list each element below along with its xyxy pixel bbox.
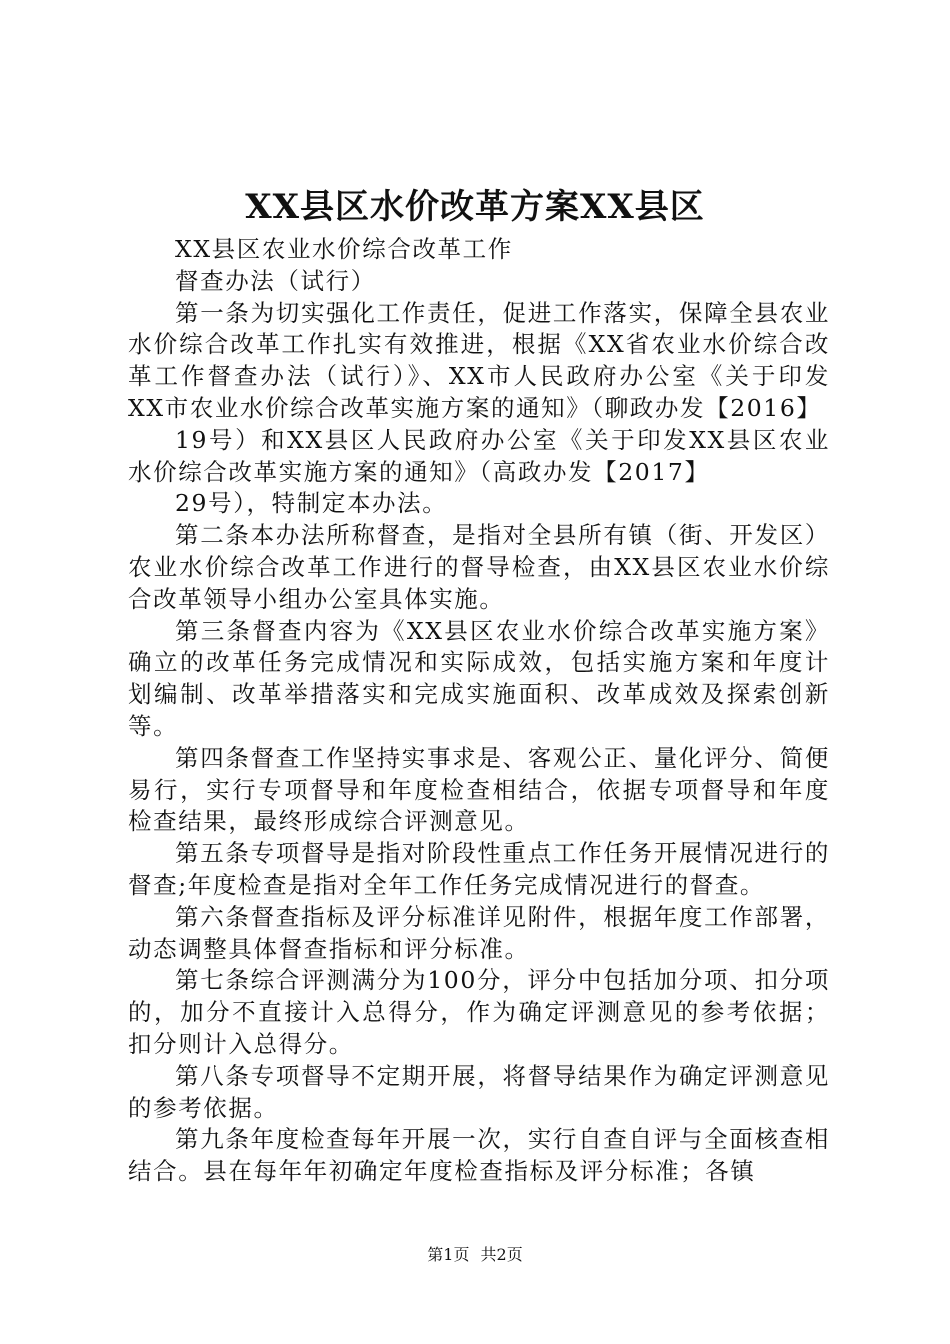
document-body	[128, 234, 830, 1188]
subtitle-line-1: XX县区农业水价综合改革工作	[175, 235, 513, 263]
article-3: 第三条督查内容为《XX县区农业水价综合改革实施方案》确立的改革任务完成情况和实际成效，包括实施方案和年度计划编制、改革举措落实和完成实施面积、改革成效及探索创新等。	[128, 616, 830, 740]
article-1-continued: 19号）和XX县区人民政府办公室《关于印发XX县区农业水价综合改革实施方案的通知》（高政办发【2017】	[128, 425, 830, 486]
article-6: 第六条督查指标及评分标准详见附件，根据年度工作部署，动态调整具体督查指标和评分标准。	[128, 902, 830, 963]
subtitle-line-2: 督查办法（试行）	[175, 266, 376, 295]
article-8: 第八条专项督导不定期开展，将督导结果作为确定评测意见的参考依据。	[128, 1061, 830, 1122]
article-9: 第九条年度检查每年开展一次，实行自查自评与全面核查相结合。县在每年年初确定年度检查指标及评分标准；各镇	[128, 1125, 830, 1186]
page-number: 第1页	[427, 1245, 470, 1264]
article-5: 第五条专项督导是指对阶段性重点工作任务开展情况进行的督查;年度检查是指对全年工作任务完成情况进行的督查。	[128, 839, 830, 899]
document-title: XX县区水价改革方案XX县区	[245, 187, 705, 227]
article-1-end: 29号），特制定本办法。	[175, 489, 448, 518]
page-total: 共2页	[480, 1245, 523, 1264]
article-2: 第二条本办法所称督查，是指对全县所有镇（街、开发区）农业水价综合改革工作进行的督导检查，由XX县区农业水价综合改革领导小组办公室具体实施。	[128, 521, 830, 613]
article-1: 第一条为切实强化工作责任，促进工作落实，保障全县农业水价综合改革工作扎实有效推进，根据《XX省农业水价综合改革工作督查办法（试行）》、XX市人民政府办公室《关于印发XX市农业水价综合改革实施方案的通知》（聊政办发【2016】	[128, 298, 830, 422]
article-7: 第七条综合评测满分为100分，评分中包括加分项、扣分项的，加分不直接计入总得分，作为确定评测意见的参考依据；扣分则计入总得分。	[128, 966, 830, 1058]
page-footer	[0, 1244, 950, 1266]
article-4: 第四条督查工作坚持实事求是、客观公正、量化评分、简便易行，实行专项督导和年度检查相结合，依据专项督导和年度检查结果，最终形成综合评测意见。	[128, 743, 830, 836]
